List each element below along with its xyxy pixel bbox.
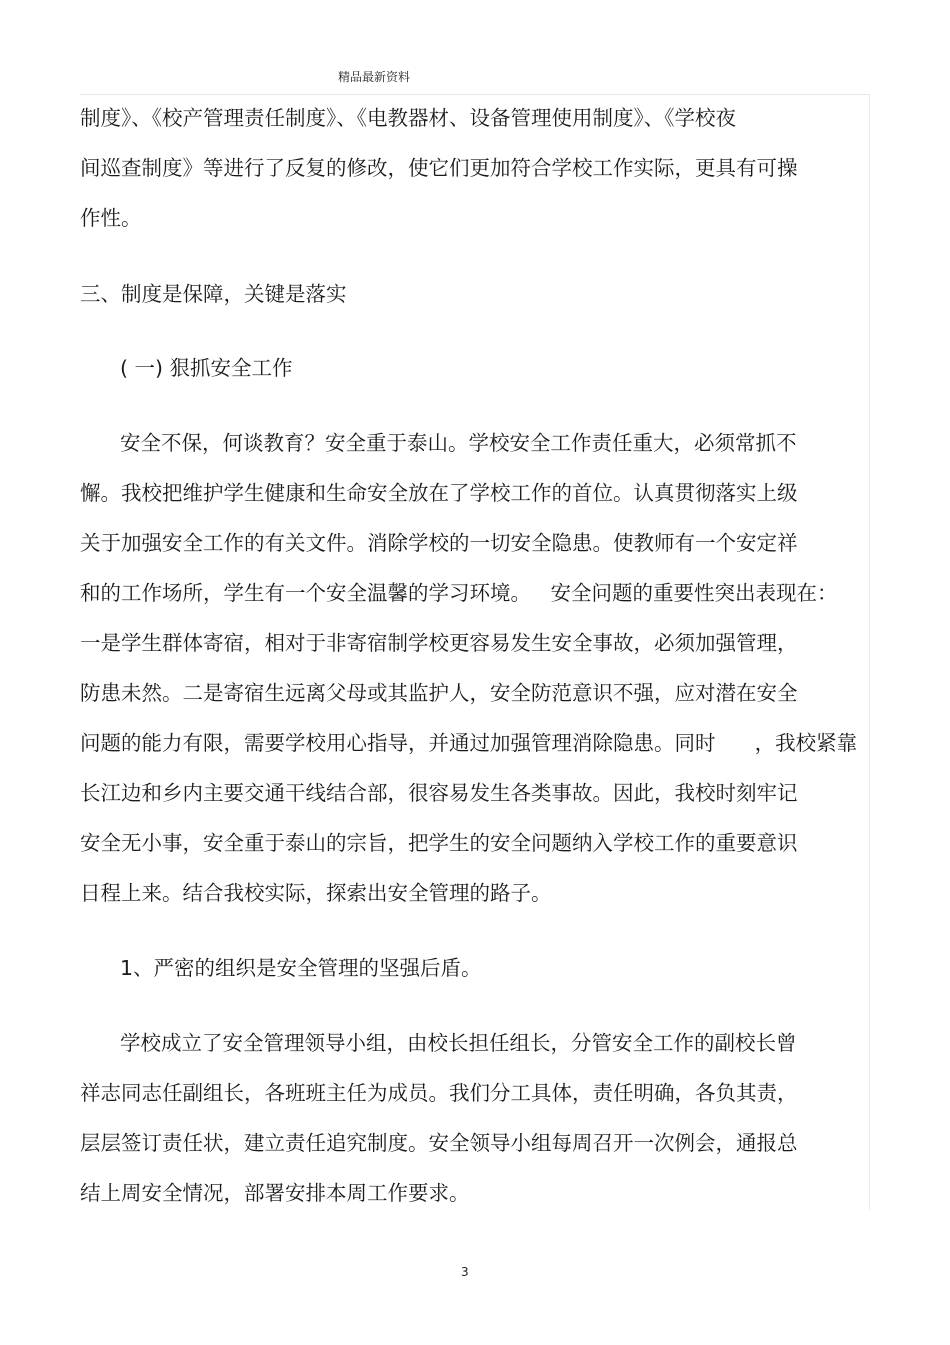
numbered-heading: 1、严密的组织是安全管理的坚强后盾。 (120, 956, 482, 980)
paragraph-line: 结上周安全情况，部署安排本周工作要求。 (80, 1181, 470, 1205)
paragraph-line: 日程上来。结合我校实际，探索出安全管理的路子。 (80, 881, 552, 905)
paragraph-line: 间巡查制度》等进行了反复的修改，使它们更加符合学校工作实际，更具有可操 (80, 156, 798, 180)
paragraph-line: 安全无小事，安全重于泰山的宗旨，把学生的安全问题纳入学校工作的重要意识 (80, 831, 798, 855)
paragraph-line: 关于加强安全工作的有关文件。消除学校的一切安全隐患。使教师有一个安定祥 (80, 531, 798, 555)
paragraph-line: 问题的能力有限，需要学校用心指导，并通过加强管理消除隐患。同时 ，我校紧靠 (80, 731, 858, 755)
paragraph-line: 懈。我校把维护学生健康和生命安全放在了学校工作的首位。认真贯彻落实上级 (80, 481, 798, 505)
subsection-heading: ( 一) 狠抓安全工作 (120, 356, 293, 380)
paragraph-line: 学校成立了安全管理领导小组，由校长担任组长，分管安全工作的副校长曾 (120, 1031, 797, 1055)
paragraph-line: 长江边和乡内主要交通干线结合部，很容易发生各类事故。因此，我校时刻牢记 (80, 781, 798, 805)
paragraph-line: 层层签订责任状，建立责任追究制度。安全领导小组每周召开一次例会，通报总 (80, 1131, 798, 1155)
header-divider (80, 94, 870, 95)
page-number: 3 (461, 1265, 469, 1279)
section-heading: 三、制度是保障，关键是落实 (80, 282, 347, 306)
paragraph-line: 一是学生群体寄宿，相对于非寄宿制学校更容易发生安全事故，必须加强管理， (80, 631, 798, 655)
paragraph-line: 和的工作场所，学生有一个安全温馨的学习环境。 安全问题的重要性突出表现在： (80, 581, 838, 605)
paragraph-line: 制度》、《校产管理责任制度》、《电教器材、设备管理使用制度》、《学校夜 (80, 106, 736, 130)
paragraph-line: 祥志同志任副组长，各班班主任为成员。我们分工具体，责任明确，各负其责， (80, 1081, 798, 1105)
paragraph-line: 防患未然。二是寄宿生远离父母或其监护人，安全防范意识不强，应对潜在安全 (80, 681, 798, 705)
paragraph-line: 安全不保，何谈教育？安全重于泰山。学校安全工作责任重大，必须常抓不 (120, 431, 797, 455)
page-header-title: 精品最新资料 (338, 70, 411, 84)
right-margin-rule (869, 95, 870, 1210)
paragraph-line: 作性。 (80, 206, 142, 230)
